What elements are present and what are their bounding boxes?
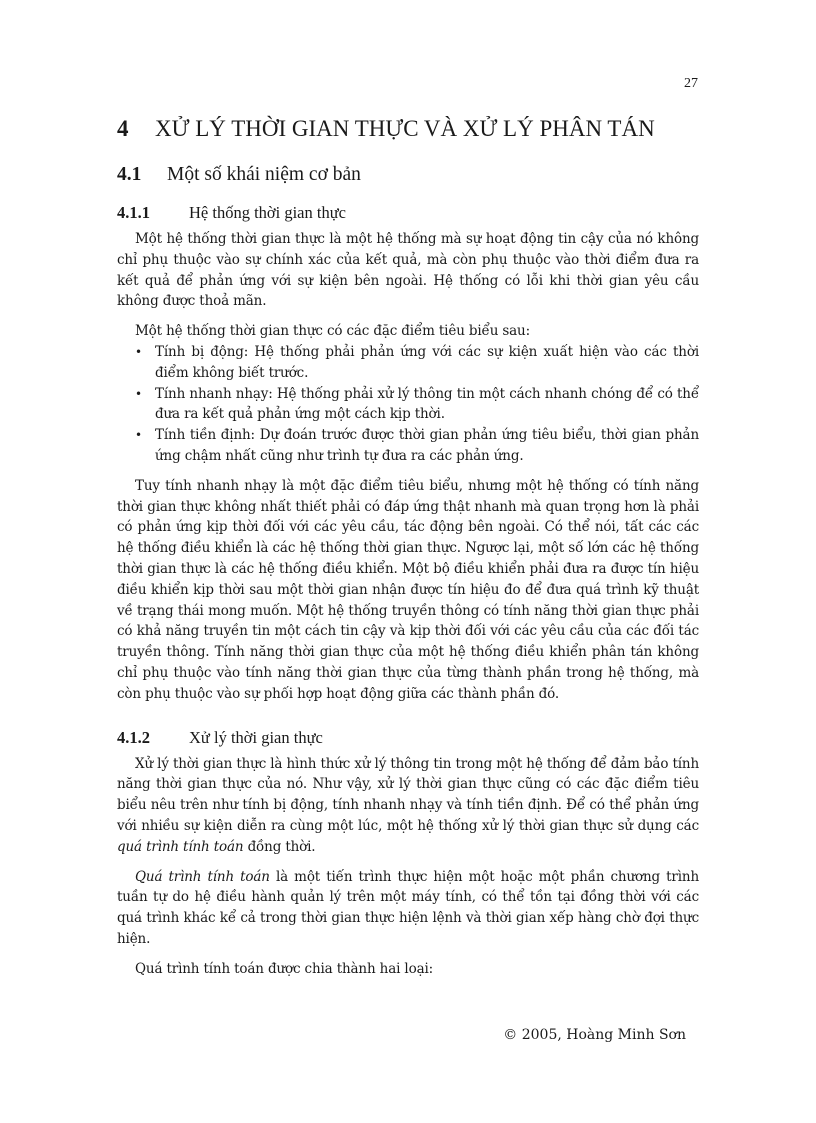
- characteristics-list: [117, 342, 699, 467]
- paragraph-definition: Một hệ thống thời gian thực là một hệ thống mà sự hoạt động tin cậy của nó không chỉ phụ thuộc vào sự chính xác của kết quả, mà còn phụ thuộc vào thời điểm đưa ra kết quả để phản ứng với sự kiện bên ngoài. Hệ thống có lỗi khi thời gian yêu cầu không được thoả mãn.: [117, 231, 699, 310]
- paragraph-computation-process: [117, 867, 699, 950]
- chapter-title: XỬ LÝ THỜI GIAN THỰC VÀ XỬ LÝ PHÂN TÁN: [155, 116, 655, 141]
- emphasis-term: Quá trình tính toán: [135, 868, 270, 885]
- subsection-title-2: Xử lý thời gian thực: [189, 727, 323, 747]
- list-item: [135, 425, 699, 467]
- list-item-text: Tính tiền định: Dự đoán trước được thời gian phản ứng tiêu biểu, thời gian phản ứng chậm nhất cũng như trình tự đưa ra các phản ứng.: [155, 427, 699, 464]
- page-number: 27: [684, 76, 698, 91]
- subsection-number-1: 4.1.1: [117, 203, 150, 222]
- emphasis-term: quá trình tính toán: [117, 838, 244, 855]
- bullet-icon: •: [135, 344, 142, 359]
- section-title: Một số khái niệm cơ bản: [167, 164, 361, 185]
- paragraph-text-tail: đồng thời.: [243, 838, 316, 855]
- paragraph-text: là một tiến trình thực hiện một hoặc một phần chương trình tuần tự do hệ điều hành quản lý trên một máy tính, có thể tồn tại đồng thời với các quá trình khác kể cả trong thời gian thực hiện lệnh và thời gian xếp hàng chờ đợi thực hiện.: [117, 868, 699, 947]
- subsection-title-1: Hệ thống thời gian thực: [189, 203, 346, 222]
- bullet-icon: •: [135, 428, 142, 443]
- section-number: 4.1: [117, 164, 142, 185]
- copyright-footer: © 2005, Hoàng Minh Sơn: [503, 1027, 686, 1043]
- subsection-number-2: 4.1.2: [117, 727, 150, 747]
- paragraph-process-types: Quá trình tính toán được chia thành hai loại:: [135, 960, 434, 977]
- paragraph-text: Xử lý thời gian thực là hình thức xử lý thông tin trong một hệ thống để đảm bảo tính năng thời gian thực của nó. Như vậy, xử lý thời gian thực cũng có các đặc điểm tiêu biểu nêu trên như tính bị động, tính nhanh nhạy và tính tiền định. Để có thể phản ứng với nhiều sự kiện diễn ra cùng một lúc, một hệ thống xử lý thời gian thực sử dụng các: [117, 755, 699, 834]
- subsection-heading-1: [117, 202, 699, 224]
- bullet-icon: •: [135, 386, 142, 401]
- list-item: [135, 342, 699, 384]
- list-item: [135, 384, 699, 426]
- chapter-heading: [117, 114, 699, 144]
- subsection-heading-2: [117, 727, 699, 749]
- paragraph-realtime-processing: [117, 754, 699, 858]
- list-item-text: Tính nhanh nhạy: Hệ thống phải xử lý thông tin một cách nhanh chóng để có thể đưa ra kết quả phản ứng một cách kịp thời.: [155, 385, 699, 423]
- paragraph-discussion: Tuy tính nhanh nhạy là một đặc điểm tiêu biểu, nhưng một hệ thống có tính năng thời gian thực không nhất thiết phải có đáp ứng thật nhanh mà quan trọng hơn là phải có phản ứng kịp thời đối với các yêu cầu, tác động bên ngoài. Có thể nói, tất các các hệ thống điều khiển là các hệ thống thời gian thực. Ngược lại, một số lớn các hệ thống thời gian thực là các hệ thống điều khiển. Một bộ điều khiển phải đưa ra được tín hiệu điều khiển kịp thời sau một thời gian nhận được tín hiệu đo để đưa quá trình kỹ thuật về trạng thái mong muốn. Một hệ thống truyền thông có tính năng thời gian thực phải có khả năng truyền tin một cách tin cậy và kịp thời đối với các yêu cầu của các đối tác truyền thông. Tính năng thời gian thực của một hệ thống điều khiển phân tán không chỉ phụ thuộc vào tính năng thời gian thực của từng thành phần trong hệ thống, mà còn phụ thuộc vào sự phối hợp hoạt động giữa các thành phần đó.: [117, 477, 699, 702]
- chapter-number: 4: [117, 116, 129, 141]
- list-item-text: Tính bị động: Hệ thống phải phản ứng với các sự kiện xuất hiện vào các thời điểm không biết trước.: [155, 343, 699, 381]
- section-heading: [117, 162, 699, 188]
- page-content: [117, 114, 699, 980]
- list-intro: Một hệ thống thời gian thực có các đặc điểm tiêu biểu sau:: [135, 323, 530, 340]
